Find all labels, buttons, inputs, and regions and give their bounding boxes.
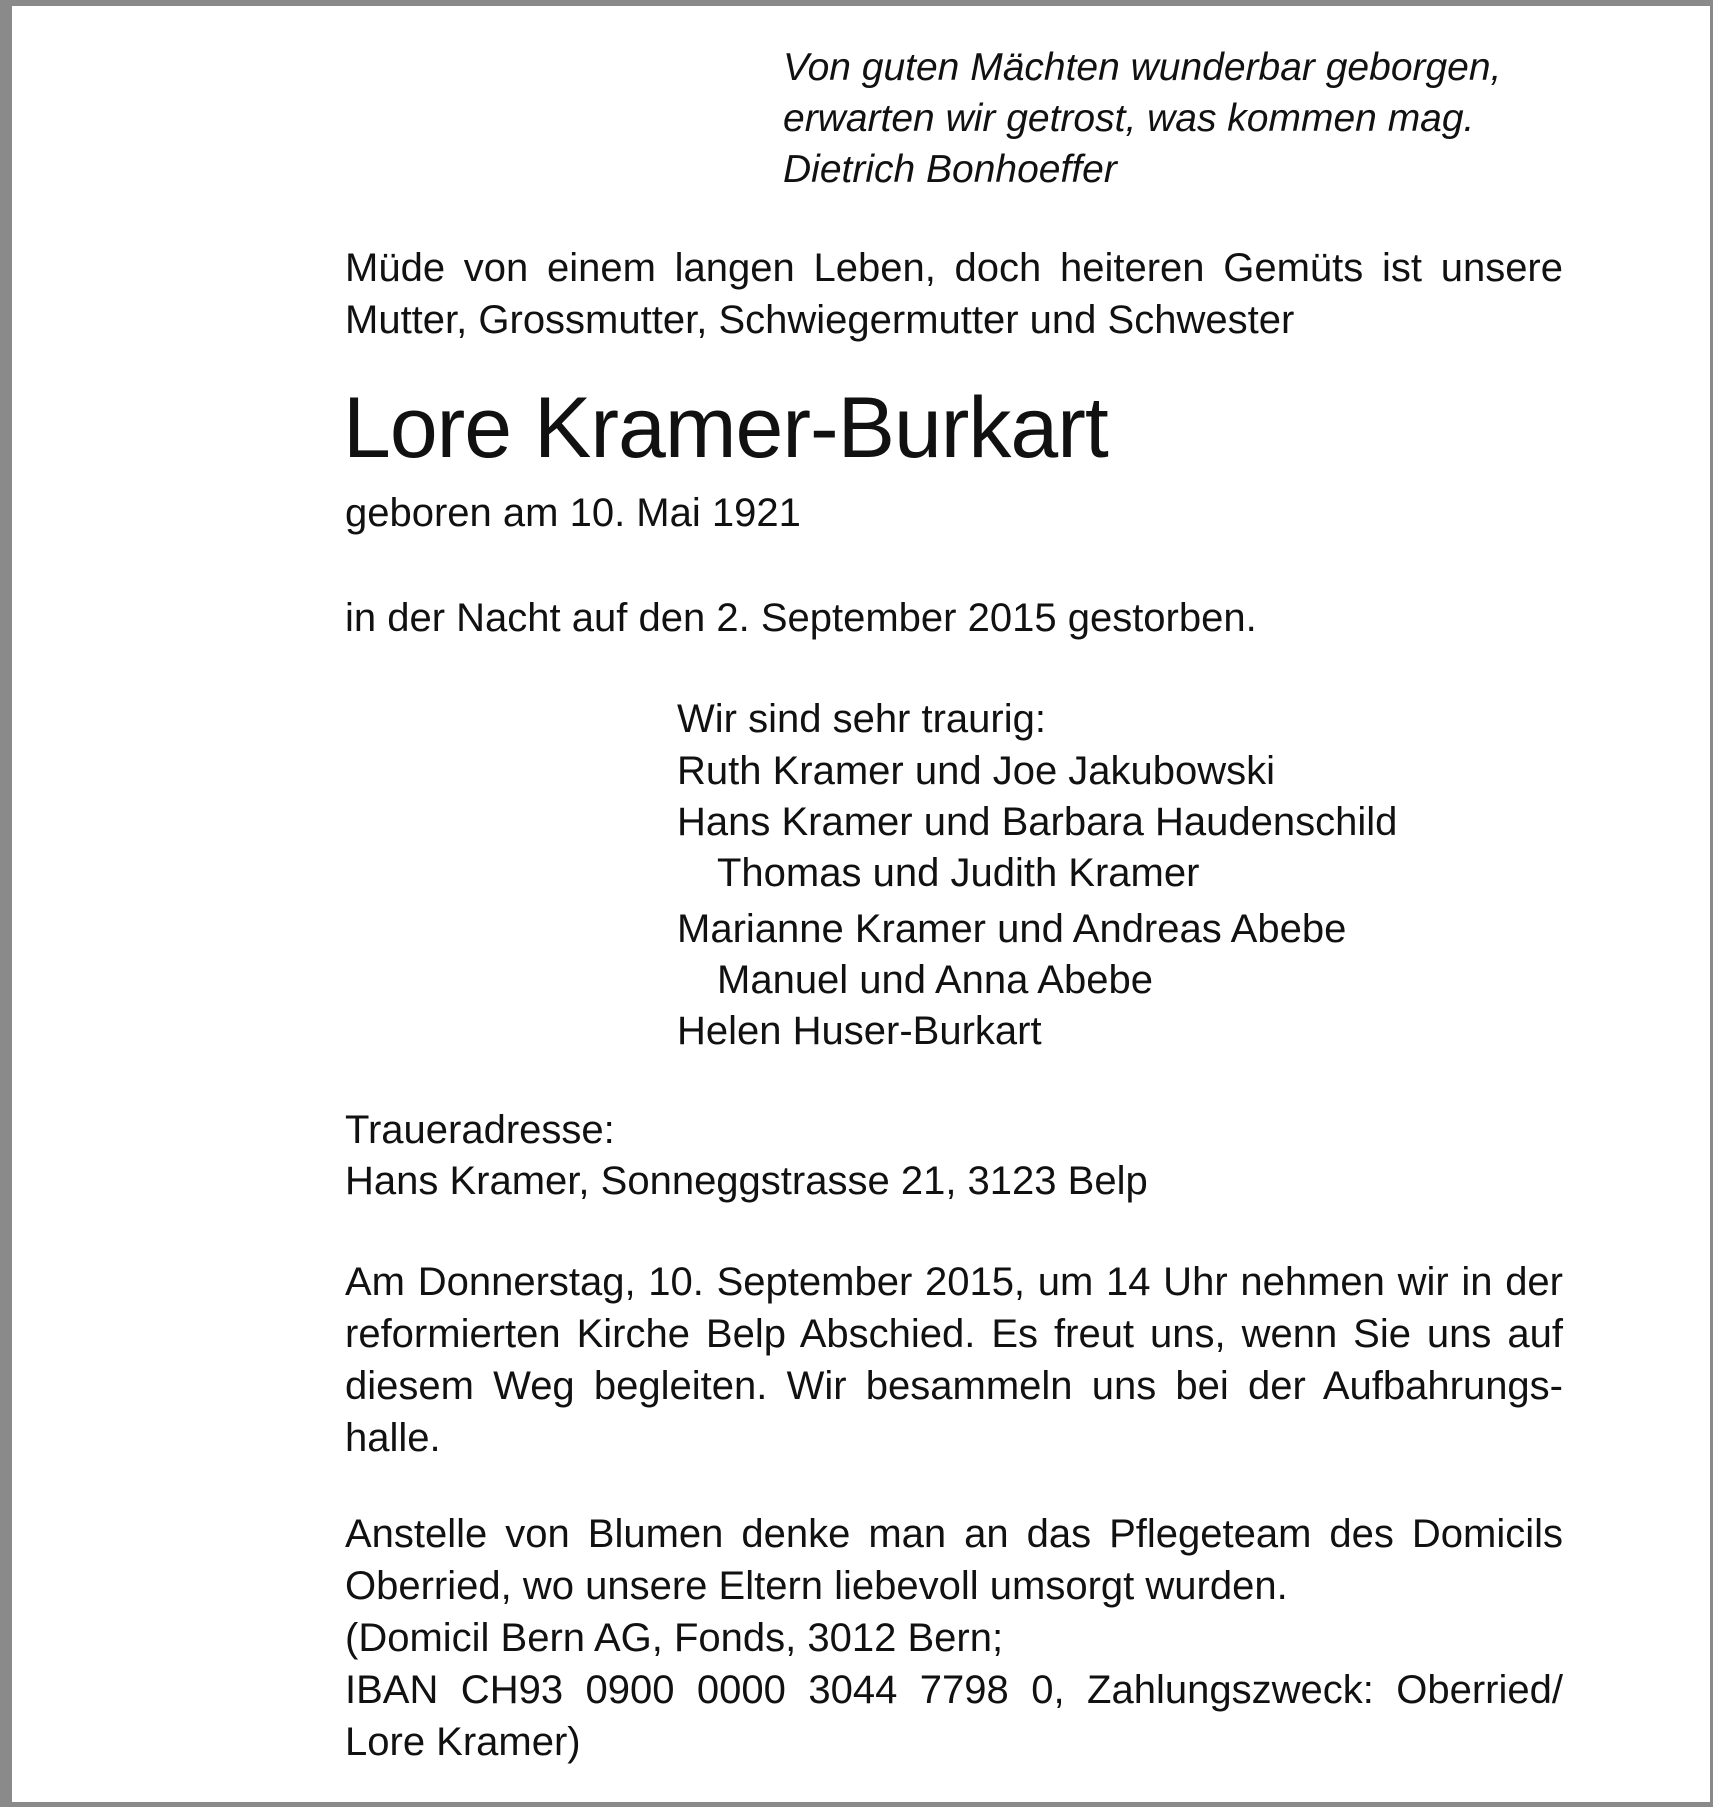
intro-line-2: Mutter, Grossmutter, Schwiegermutter und Schwester bbox=[345, 298, 1295, 342]
service-line-1: Am Donnerstag, 10. September 2015, um 14 Uhr nehmen wir in der bbox=[345, 1260, 1563, 1304]
mourner-name: Ruth Kramer und Joe Jakubowski bbox=[677, 749, 1276, 793]
mourner-name: Thomas und Judith Kramer bbox=[717, 851, 1200, 895]
mourner-name: Marianne Kramer und Andreas Abebe bbox=[677, 907, 1347, 951]
donation-line-2: Oberried, wo unsere Eltern liebevoll umsorgt wurden. bbox=[345, 1564, 1288, 1608]
service-line-3: diesem Weg begleiten. Wir besammeln uns bei der Aufbahrungs- bbox=[345, 1364, 1563, 1408]
mourner-name: Hans Kramer und Barbara Haudenschild bbox=[677, 800, 1398, 844]
donation-line-3: (Domicil Bern AG, Fonds, 3012 Bern; bbox=[345, 1616, 1004, 1660]
quote-line-1: Von guten Mächten wunderbar geborgen, bbox=[783, 46, 1502, 89]
quote-author: Dietrich Bonhoeffer bbox=[783, 148, 1117, 191]
birth-date: geboren am 10. Mai 1921 bbox=[345, 491, 801, 535]
deceased-name: Lore Kramer-Burkart bbox=[343, 380, 1108, 476]
intro-line-1: Müde von einem langen Leben, doch heiteren Gemüts ist unsere bbox=[345, 246, 1563, 290]
donation-line-1: Anstelle von Blumen denke man an das Pflegeteam des Domicils bbox=[345, 1512, 1563, 1556]
quote-line-2: erwarten wir getrost, was kommen mag. bbox=[783, 97, 1475, 140]
donation-line-5: Lore Kramer) bbox=[345, 1720, 581, 1764]
mourner-name: Manuel und Anna Abebe bbox=[717, 958, 1153, 1002]
mourner-name: Helen Huser-Burkart bbox=[677, 1009, 1042, 1053]
address-label: Traueradresse: bbox=[345, 1108, 615, 1152]
address-value: Hans Kramer, Sonneggstrasse 21, 3123 Belp bbox=[345, 1159, 1148, 1203]
service-paragraph bbox=[345, 1256, 1563, 1464]
service-line-4: halle. bbox=[345, 1416, 441, 1460]
service-line-2: reformierten Kirche Belp Abschied. Es freut uns, wenn Sie uns auf bbox=[345, 1312, 1563, 1356]
intro-paragraph bbox=[345, 242, 1563, 346]
donation-line-4: IBAN CH93 0900 0000 3044 7798 0, Zahlungszweck: Oberried/ bbox=[345, 1668, 1563, 1712]
death-date: in der Nacht auf den 2. September 2015 gestorben. bbox=[345, 596, 1257, 640]
donation-paragraph bbox=[345, 1508, 1563, 1768]
mourners-heading: Wir sind sehr traurig: bbox=[677, 697, 1046, 741]
